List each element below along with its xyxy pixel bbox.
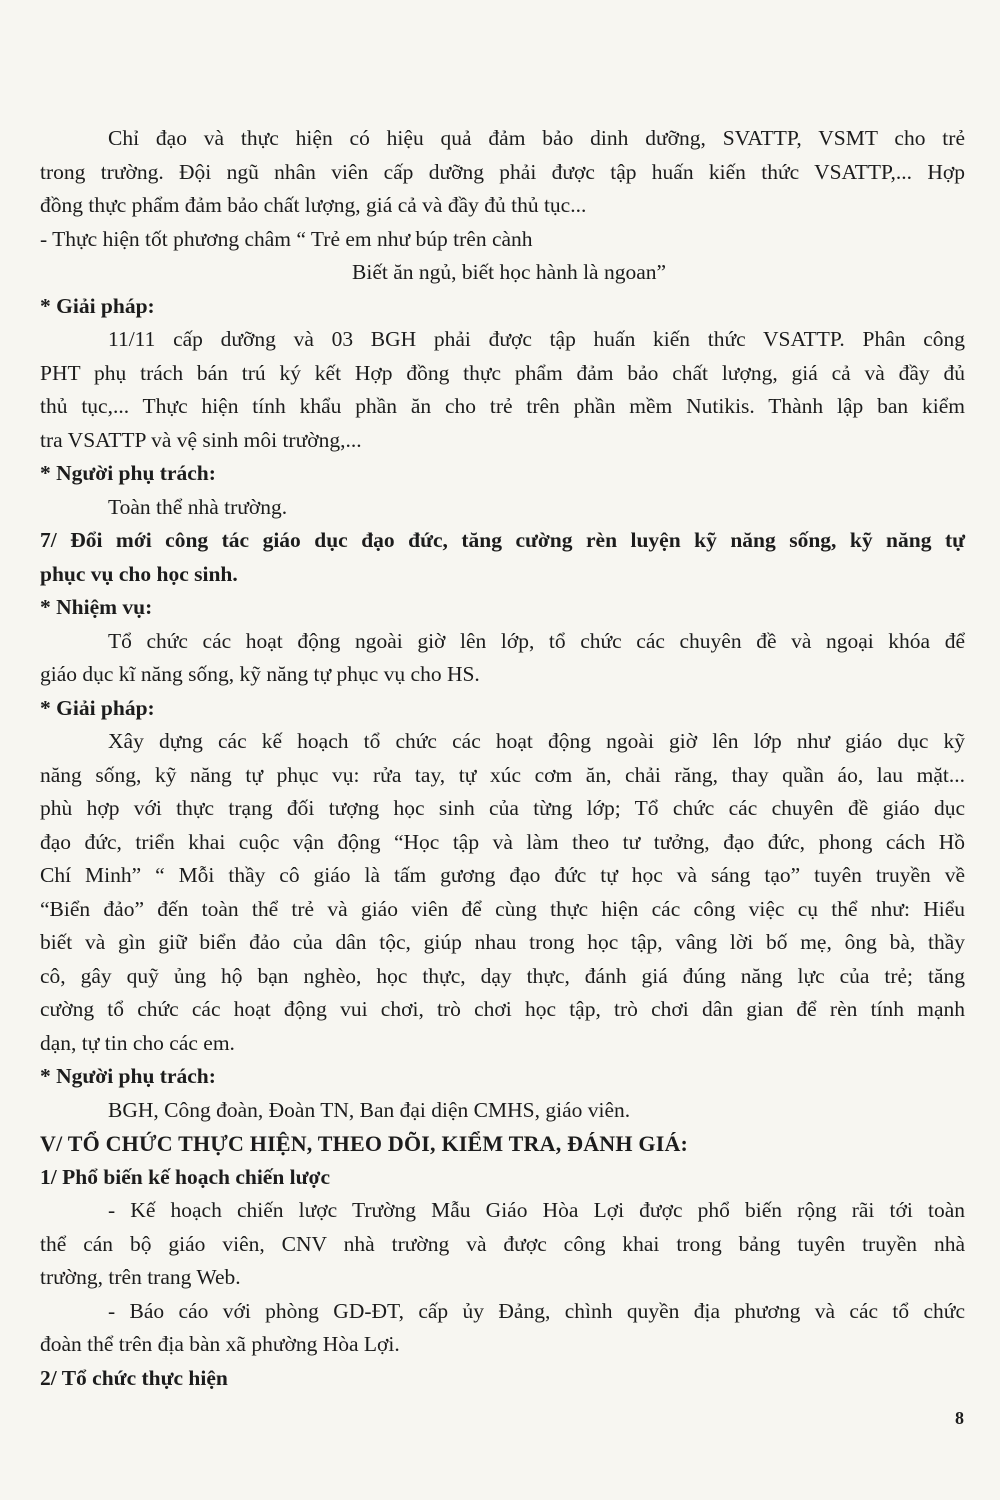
nguoi-phu-trach-heading: * Người phụ trách: <box>40 461 216 485</box>
body-text-line: biết và gìn giữ biển đảo của dân tộc, giúp nhau trong học tập, vâng lời bố mẹ, ông bà, thầy <box>40 930 965 954</box>
body-text-line: trong trường. Đội ngũ nhân viên cấp dưỡng phải được tập huấn kiến thức VSATTP,... Hợp <box>40 159 965 184</box>
section-v-title: V/ TỔ CHỨC THỰC HIỆN, THEO DÕI, KIỂM TRA, ĐÁNH GIÁ: <box>40 1131 689 1156</box>
body-text-line: đạo đức, triển khai cuộc vận động “Học tập và làm theo tư tưởng, đạo đức, phong cách Hồ <box>40 829 965 854</box>
body-text-line: đồng thực phẩm đảm bảo chất lượng, giá cả và đầy đủ thủ tục... <box>40 193 587 217</box>
body-text-line: Xây dựng các kế hoạch tổ chức các hoạt động ngoài giờ lên lớp như giáo dục kỹ <box>108 729 965 753</box>
body-text-line: dạn, tự tin cho các em. <box>40 1030 235 1055</box>
nhiem-vu-heading: * Nhiệm vụ: <box>40 595 153 619</box>
body-text-line: - Thực hiện tốt phương châm “ Trẻ em như búp trên cành <box>40 226 533 251</box>
section-7-title-cont: phục vụ cho học sinh. <box>40 561 238 586</box>
body-text-line: trường, trên trang Web. <box>40 1265 241 1289</box>
body-text-line: BGH, Công đoàn, Đoàn TN, Ban đại diện CMHS, giáo viên. <box>108 1097 631 1122</box>
body-text-line: - Kế hoạch chiến lược Trường Mẫu Giáo Hòa Lợi được phổ biến rộng rãi tới toàn <box>108 1198 965 1222</box>
body-text-line: giáo dục kĩ năng sống, kỹ năng tự phục vụ cho HS. <box>40 662 480 686</box>
body-text-line: “Biển đảo” đến toàn thể trẻ và giáo viên để cùng thực hiện các công việc cụ thể như: Hiểu <box>40 896 965 921</box>
body-text-line: 11/11 cấp dưỡng và 03 BGH phải được tập huấn kiến thức VSATTP. Phân công <box>108 327 965 351</box>
body-text-line: tra VSATTP và vệ sinh môi trường,... <box>40 427 362 452</box>
body-text-line: năng sống, kỹ năng tự phục vụ: rửa tay, tự xúc cơm ăn, chải răng, thay quần áo, lau mặt... <box>40 762 965 787</box>
body-text-line: thủ tục,... Thực hiện tính khẩu phần ăn cho trẻ trên phần mềm Nutikis. Thành lập ban kiểm <box>40 394 965 418</box>
body-text-line: Biết ăn ngủ, biết học hành là ngoan” <box>352 260 667 284</box>
subsection-2-title: 2/ Tổ chức thực hiện <box>40 1365 228 1390</box>
body-text-line: Chỉ đạo và thực hiện có hiệu quả đảm bảo dinh dưỡng, SVATTP, VSMT cho trẻ <box>108 126 965 150</box>
body-text-line: Tổ chức các hoạt động ngoài giờ lên lớp, tổ chức các chuyên đề và ngoại khóa để <box>108 628 965 653</box>
body-text-line: phù hợp với thực trạng đối tượng học sinh của từng lớp; Tổ chức các chuyên đề giáo dục <box>40 796 965 820</box>
body-text-line: Chí Minh” “ Mỗi thầy cô giáo là tấm gương đạo đức tự học và sáng tạo” tuyên truyền về <box>40 863 965 887</box>
giai-phap-heading: * Giải pháp: <box>40 695 155 720</box>
body-text-line: cô, gây quỹ ủng hộ bạn nghèo, học thực, dạy thực, đánh giá đúng năng lực của trẻ; tăng <box>40 963 965 988</box>
page-number: 8 <box>955 1408 964 1428</box>
giai-phap-heading: * Giải pháp: <box>40 293 155 318</box>
body-text-line: - Báo cáo với phòng GD-ĐT, cấp ủy Đảng, chình quyền địa phương và các tổ chức <box>108 1298 965 1323</box>
nguoi-phu-trach-heading: * Người phụ trách: <box>40 1064 216 1088</box>
section-7-title: 7/ Đổi mới công tác giáo dục đạo đức, tăng cường rèn luyện kỹ năng sống, kỹ năng tự <box>40 528 965 552</box>
body-text-line: cường tổ chức các hoạt động vui chơi, trò chơi học tập, trò chơi dân gian để rèn tính mạnh <box>40 997 965 1021</box>
body-text-line: Toàn thể nhà trường. <box>108 494 288 519</box>
body-text-line: PHT phụ trách bán trú ký kết Hợp đồng thực phẩm đảm bảo chất lượng, giá cả và đầy đủ <box>40 360 965 385</box>
body-text-line: thể cán bộ giáo viên, CNV nhà trường và được công khai trong bảng tuyên truyền nhà <box>40 1231 965 1256</box>
subsection-1-title: 1/ Phổ biến kế hoạch chiến lược <box>40 1164 330 1189</box>
body-text-line: đoàn thể trên địa bàn xã phường Hòa Lợi. <box>40 1332 400 1356</box>
